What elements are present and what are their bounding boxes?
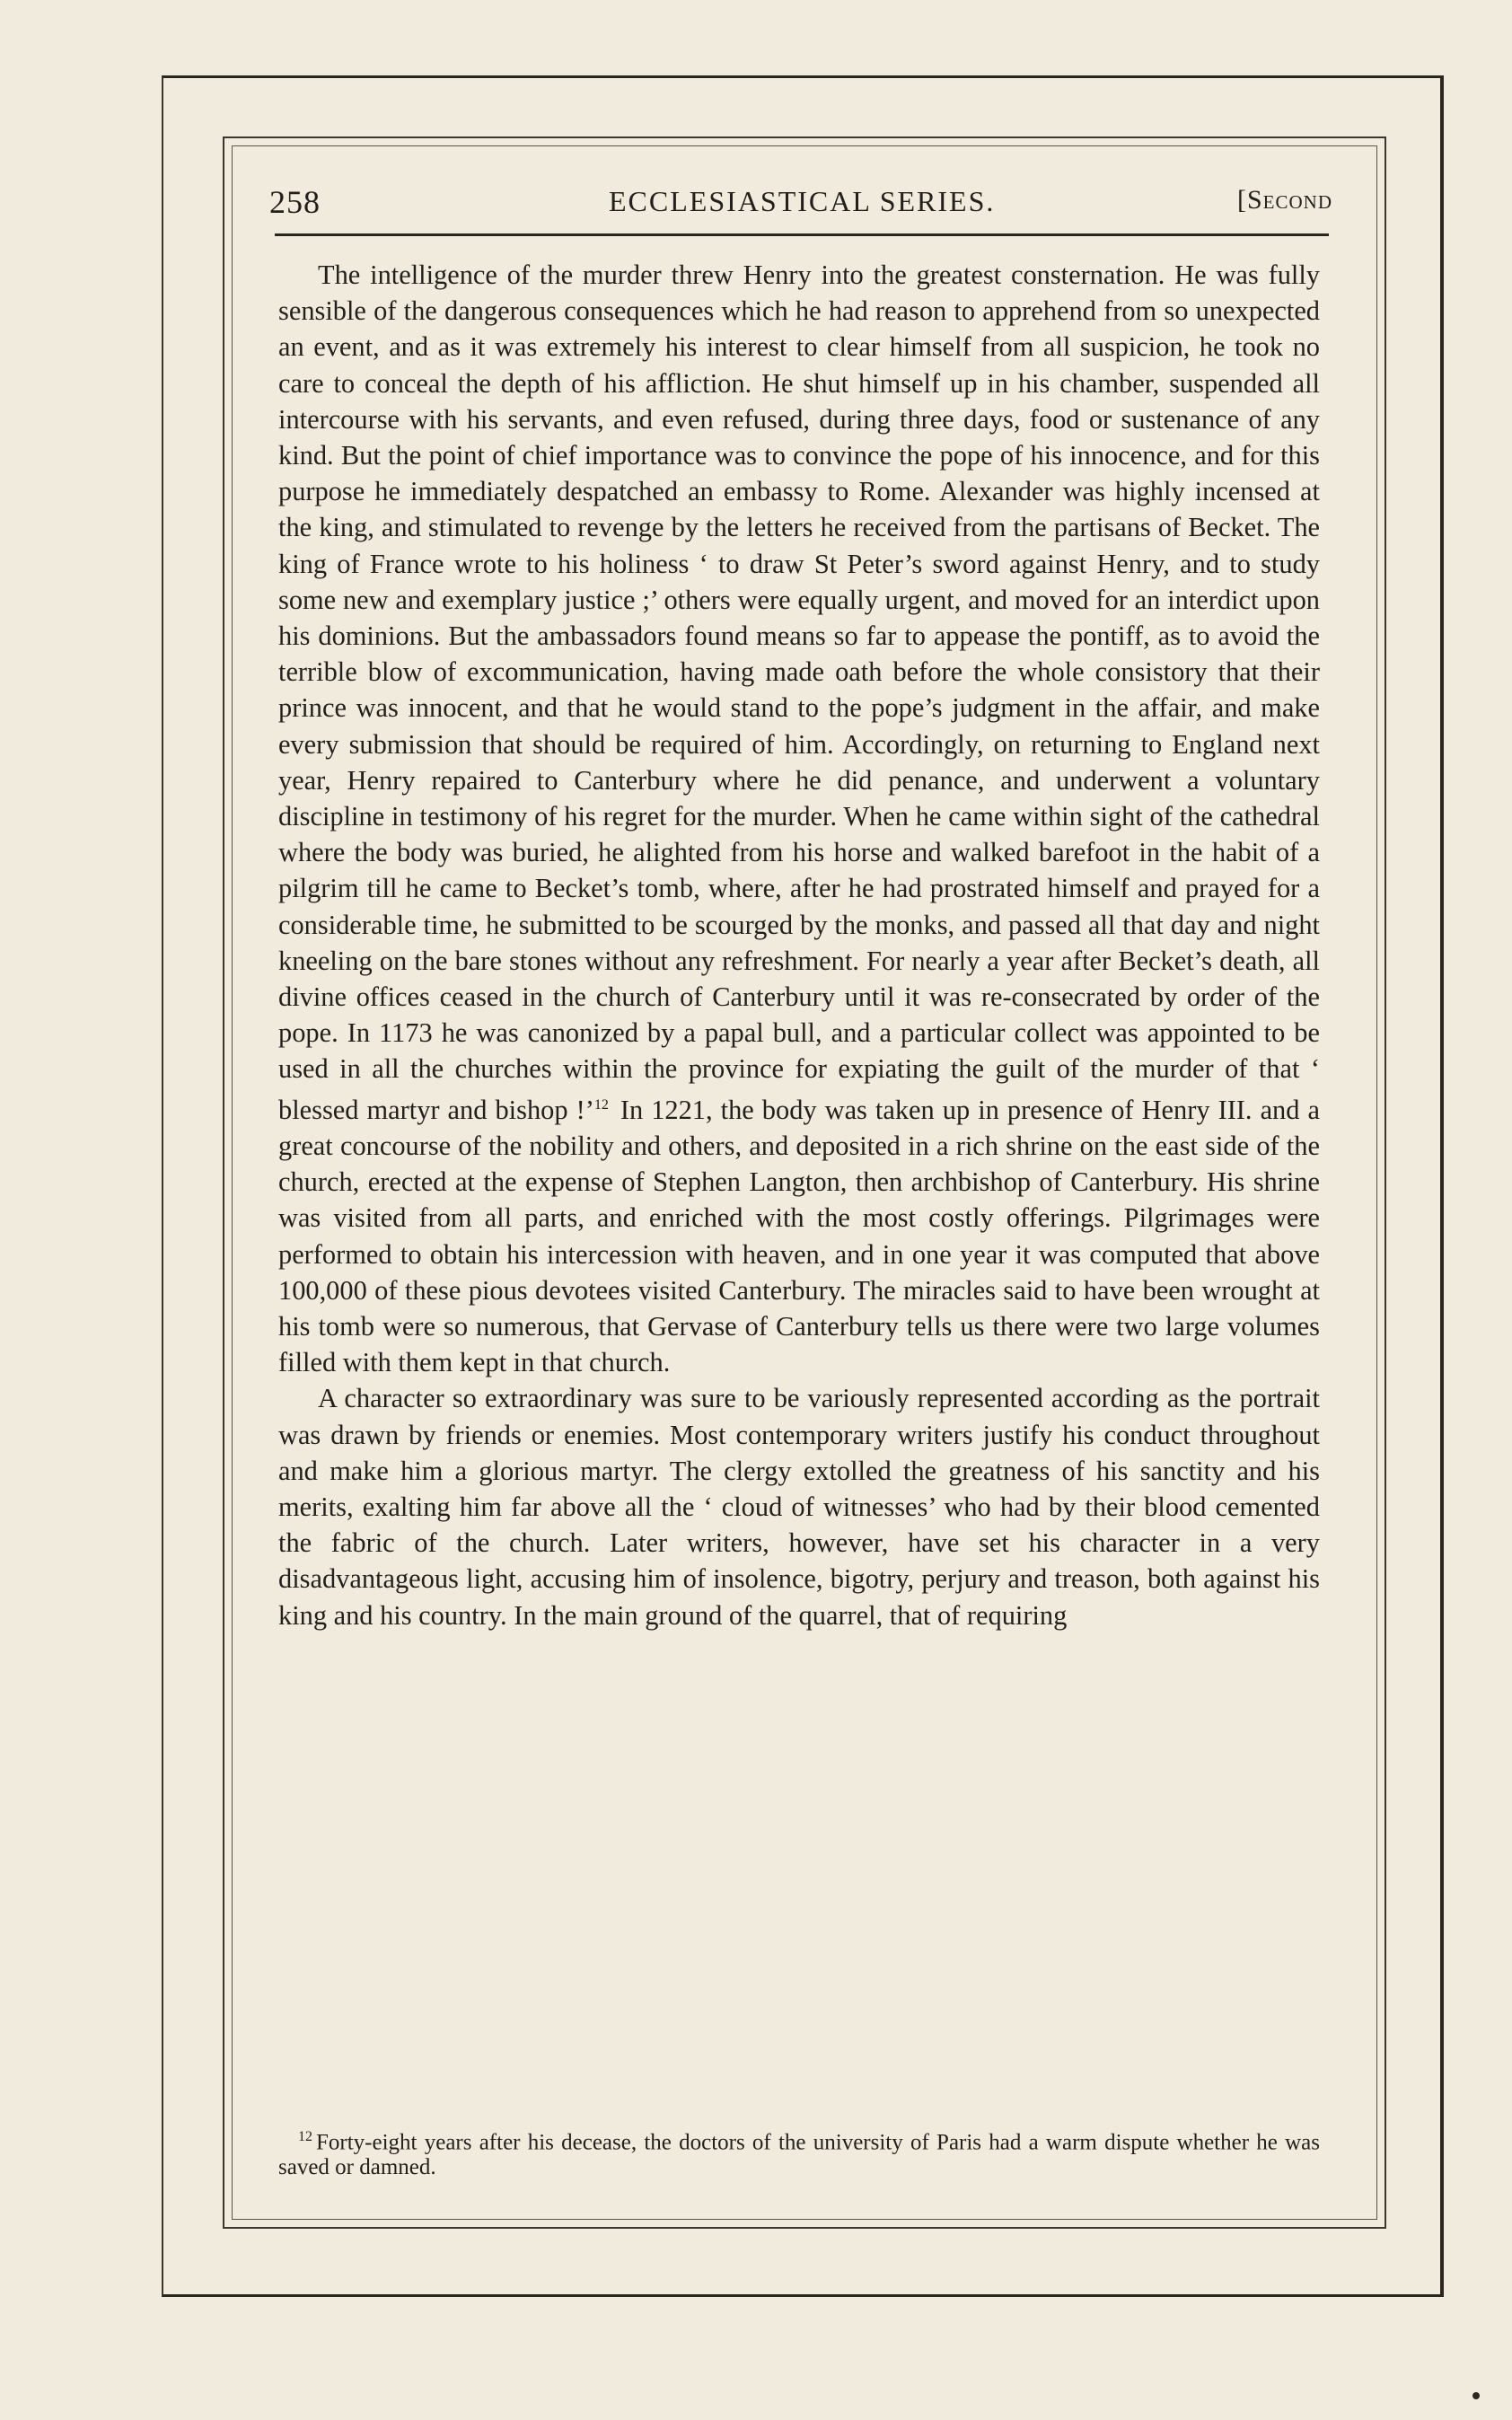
- paragraph: [278, 1380, 1320, 1632]
- running-header: [269, 183, 1332, 228]
- corner-mark: [1472, 2392, 1480, 2399]
- section-label: [Second: [1236, 185, 1332, 215]
- paragraph: [278, 257, 1320, 1380]
- footnote-reference: 12: [593, 1096, 609, 1113]
- footnote-text: Forty-eight years after his decease, the doctors of the university of Paris had a warm dispute whether he was saved or damned.: [278, 2130, 1320, 2180]
- header-rule: [275, 233, 1329, 236]
- main-text: [278, 257, 1320, 1633]
- footnote: [278, 2125, 1320, 2180]
- footnote-marker: 12: [298, 2129, 312, 2144]
- paragraph-text: A character so extraordinary was sure to be variously represented according as the portrait was drawn by friends or enemies. Most contemporary writers justify his conduct throughout and make him a glorious martyr. The clergy extolled the greatness of his sanctity and his merits, exalting him far above all the ‘ cloud of witnesses’ who had by their blood cemented the fabric of the church. Later writers, however, have set his character in a very disadvantageous light, accusing him of insolence, bigotry, perjury and treason, both against his king and his country. In the main ground of the quarrel, that of requiring: [278, 1383, 1320, 1631]
- paragraph-text: The intelligence of the murder threw Henry into the greatest consternation. He was fully sensible of the dangerous consequences which he had reason to apprehend from so unexpected an event, and as it was extremely his interest to clear himself from all suspicion, he took no care to conceal the depth of his affliction. He shut himself up in his chamber, suspended all intercourse with his servants, and even refused, during three days, food or sustenance of any kind. But the point of chief importance was to convince the pope of his innocence, and for this purpose he immediately despatched an embassy to Rome. Alexander was highly incensed at the king, and stimulated to revenge by the letters he received from the partisans of Becket. The king of France wrote to his holiness ‘ to draw St Peter’s sword against Henry, and to study some new and exemplary justice ;’ others were equally urgent, and moved for an interdict upon his dominions. But the ambassadors found means so far to appease the pontiff, as to avoid the terrible blow of excommunication, having made oath before the whole consistory that their prince was innocent, and that he would stand to the pope’s judgment in the affair, and make every submission that should be required of him. Accordingly, on returning to England next year, Henry repaired to Canterbury where he did penance, and underwent a voluntary discipline in testimony of his regret for the murder. When he came within sight of the cathedral where the body was buried, he alighted from his horse and walked barefoot in the habit of a pilgrim till he came to Becket’s tomb, where, after he had prostrated himself and prayed for a considerable time, he submitted to be scourged by the monks, and passed all that day and night kneeling on the bare stones without any refreshment. For nearly a year after Becket’s death, all divine offices ceased in the church of Canterbury until it was re-consecrated by order of the pope. In 1173 he was canonized by a papal bull, and a particular collect was appointed to be used in all the churches within the province for expiating the guilt of the murder of that ‘ blessed martyr and bishop !’: [278, 260, 1320, 1125]
- running-title: ECCLESIASTICAL SERIES.: [609, 185, 996, 217]
- page-number: 258: [269, 184, 321, 220]
- paragraph-text-continued: In 1221, the body was taken up in presence of Henry III. and a great concourse of the nobility and others, and deposited in a rich shrine on the east side of the church, erected at the expense of Stephen Langton, then archbishop of Canterbury. His shrine was visited from all parts, and enriched with the most costly offerings. Pilgrimages were performed to obtain his intercession with heaven, and in one year it was computed that above 100,000 of these pious devotees visited Canterbury. The miracles said to have been wrought at his tomb were so numerous, that Gervase of Canterbury tells us there were two large volumes filled with them kept in that church.: [278, 1094, 1320, 1378]
